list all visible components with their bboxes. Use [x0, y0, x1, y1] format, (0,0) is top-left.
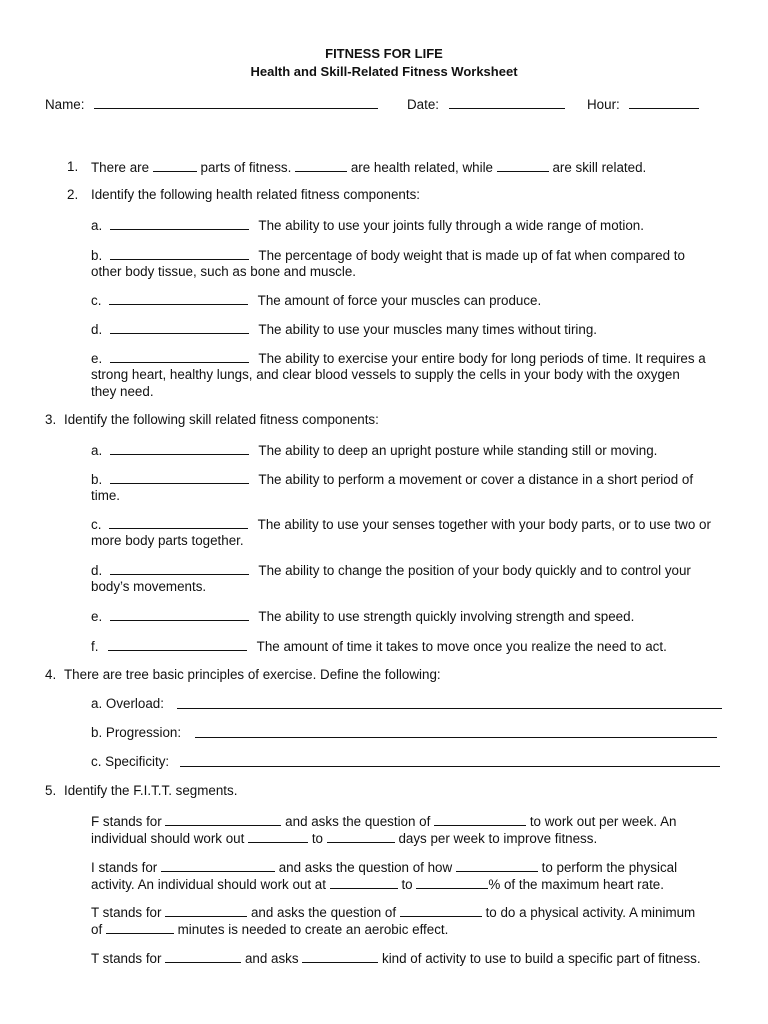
hour-field: [587, 95, 699, 113]
question-5-text: Identify the F.I.T.T. segments.: [64, 783, 238, 798]
item-description: The ability to use strength quickly involving strength and speed.: [258, 609, 635, 624]
answer-blank[interactable]: [456, 858, 538, 872]
item-description: The amount of force your muscles can produce.: [257, 293, 542, 308]
answer-blank[interactable]: [110, 441, 249, 455]
item-letter: c.: [91, 754, 102, 769]
question-4-number: 4.: [45, 667, 57, 682]
item-description: The percentage of body weight that is made up of fat when compared to: [258, 248, 685, 263]
item-letter: b.: [91, 248, 103, 263]
item-description: The ability to use your muscles many times without tiring.: [258, 322, 598, 337]
item-letter: d.: [91, 563, 103, 578]
hour-blank[interactable]: [629, 95, 699, 109]
principle-label: Specificity:: [105, 754, 170, 769]
q2-item-e-cont2: they need.: [91, 384, 154, 399]
progression-blank[interactable]: [195, 737, 717, 738]
date-label: Date:: [407, 97, 440, 112]
item-letter: e.: [91, 609, 103, 624]
fitt-text: T stands for: [91, 951, 162, 966]
fitt-text: activity. An individual should work out at: [91, 877, 326, 892]
q3-item-f: [91, 637, 667, 655]
fitt-text: F stands for: [91, 814, 162, 829]
answer-blank[interactable]: [109, 291, 248, 305]
answer-blank[interactable]: [330, 875, 398, 889]
fitt-text: to: [311, 831, 323, 846]
fitt-time-line-2: [91, 920, 448, 938]
specificity-blank[interactable]: [180, 766, 720, 767]
q2-item-b: [91, 246, 685, 264]
q2-item-b-cont: other body tissue, such as bone and muscle.: [91, 264, 356, 279]
q4-item-b: [91, 724, 181, 741]
answer-blank[interactable]: [248, 829, 308, 843]
name-blank[interactable]: [94, 95, 378, 109]
item-description: The amount of time it takes to move once you realize the need to act.: [256, 639, 667, 654]
fitt-text: % of the maximum heart rate.: [488, 877, 664, 892]
date-blank[interactable]: [449, 95, 565, 109]
answer-blank[interactable]: [108, 637, 247, 651]
hour-label: Hour:: [587, 97, 620, 112]
item-letter: e.: [91, 351, 103, 366]
fitt-text: and asks the question of: [285, 814, 431, 829]
fitt-intensity-line-1: [91, 858, 677, 876]
answer-blank[interactable]: [110, 607, 249, 621]
fitt-time-line-1: [91, 903, 695, 921]
item-description: The ability to use your senses together with your body parts, or to use two or: [257, 517, 711, 532]
answer-blank[interactable]: [165, 812, 281, 826]
item-letter: a.: [91, 443, 103, 458]
answer-blank[interactable]: [434, 812, 526, 826]
fitt-intensity-line-2: [91, 875, 664, 893]
fitt-frequency-line-1: [91, 812, 676, 830]
q4-item-a: [91, 695, 164, 712]
name-field: [45, 95, 378, 113]
item-letter: a.: [91, 696, 103, 711]
fitt-text: days per week to improve fitness.: [398, 831, 598, 846]
item-description: The ability to use your joints fully through a wide range of motion.: [258, 218, 644, 233]
fitt-text: minutes is needed to create an aerobic effect.: [177, 922, 449, 937]
answer-blank[interactable]: [106, 920, 174, 934]
fitt-text: to: [401, 877, 413, 892]
question-2-number: 2.: [67, 187, 79, 202]
q3-item-c-cont: more body parts together.: [91, 533, 244, 548]
item-letter: a.: [91, 218, 103, 233]
item-letter: d.: [91, 322, 103, 337]
q3-item-b: [91, 470, 693, 488]
item-description: The ability to exercise your entire body for long periods of time. It requires a: [258, 351, 706, 366]
q1-text-4: are skill related.: [552, 160, 647, 175]
q1-text-2: parts of fitness.: [200, 160, 292, 175]
q3-item-d-cont: body’s movements.: [91, 579, 207, 594]
fitt-text: and asks: [244, 951, 299, 966]
answer-blank[interactable]: [161, 858, 275, 872]
q2-item-c: [91, 291, 541, 309]
item-letter: b.: [91, 472, 103, 487]
answer-blank[interactable]: [110, 320, 249, 334]
q3-item-c: [91, 515, 711, 533]
q2-item-a: [91, 216, 644, 234]
item-letter: f.: [91, 639, 99, 654]
answer-blank[interactable]: [110, 349, 249, 363]
q3-item-b-cont: time.: [91, 488, 121, 503]
q2-item-e-cont: strong heart, healthy lungs, and clear blood vessels to supply the cells in your body with the oxygen: [91, 367, 680, 382]
item-letter: c.: [91, 517, 102, 532]
question-2-text: Identify the following health related fitness components:: [91, 187, 421, 202]
question-4-text: There are tree basic principles of exercise. Define the following:: [64, 667, 441, 682]
principle-label: Progression:: [105, 725, 182, 740]
date-field: [407, 95, 565, 113]
answer-blank[interactable]: [400, 903, 482, 917]
answer-blank[interactable]: [110, 470, 249, 484]
item-description: The ability to change the position of your body quickly and to control your: [258, 563, 691, 578]
fitt-text: and asks the question of: [250, 905, 397, 920]
q3-item-e: [91, 607, 634, 625]
name-label: Name:: [45, 97, 85, 112]
question-3-text: Identify the following skill related fitness components:: [64, 412, 379, 427]
item-letter: b.: [91, 725, 103, 740]
answer-blank[interactable]: [110, 216, 249, 230]
answer-blank[interactable]: [110, 246, 249, 260]
q3-item-d: [91, 561, 691, 579]
item-letter: c.: [91, 293, 102, 308]
overload-blank[interactable]: [177, 708, 722, 709]
worksheet-subtitle: Health and Skill-Related Fitness Worksheet: [250, 64, 518, 79]
fitt-text: of: [91, 922, 103, 937]
q1-blank-3[interactable]: [497, 158, 549, 172]
q4-item-c: [91, 753, 169, 770]
answer-blank[interactable]: [416, 875, 488, 889]
answer-blank[interactable]: [109, 515, 248, 529]
q1-blank-2[interactable]: [295, 158, 347, 172]
fitt-frequency-line-2: [91, 829, 597, 847]
question-5-number: 5.: [45, 783, 57, 798]
q2-item-d: [91, 320, 597, 338]
fitt-text: kind of activity to use to build a specific part of fitness.: [382, 951, 701, 966]
q2-item-e: [91, 349, 706, 367]
item-description: The ability to perform a movement or cover a distance in a short period of: [258, 472, 694, 487]
principle-label: Overload:: [105, 696, 164, 711]
fitt-text: to perform the physical: [541, 860, 678, 875]
answer-blank[interactable]: [302, 949, 378, 963]
question-1: [91, 158, 646, 176]
fitt-text: to work out per week. An: [529, 814, 677, 829]
item-description: The ability to deep an upright posture while standing still or moving.: [258, 443, 658, 458]
q1-text-3: are health related, while: [350, 160, 493, 175]
fitt-text: individual should work out: [91, 831, 245, 846]
fitt-text: and asks the question of how: [278, 860, 453, 875]
answer-blank[interactable]: [110, 561, 249, 575]
fitt-text: I stands for: [91, 860, 158, 875]
q1-blank-1[interactable]: [153, 158, 197, 172]
answer-blank[interactable]: [165, 949, 241, 963]
answer-blank[interactable]: [327, 829, 395, 843]
fitt-text: to do a physical activity. A minimum: [485, 905, 696, 920]
worksheet-title: FITNESS FOR LIFE: [325, 46, 443, 61]
answer-blank[interactable]: [165, 903, 247, 917]
q1-text-1: There are: [91, 160, 150, 175]
q3-item-a: [91, 441, 657, 459]
fitt-type-line-1: [91, 949, 701, 967]
question-1-number: 1.: [67, 159, 79, 174]
fitt-text: T stands for: [91, 905, 162, 920]
question-3-number: 3.: [45, 412, 57, 427]
